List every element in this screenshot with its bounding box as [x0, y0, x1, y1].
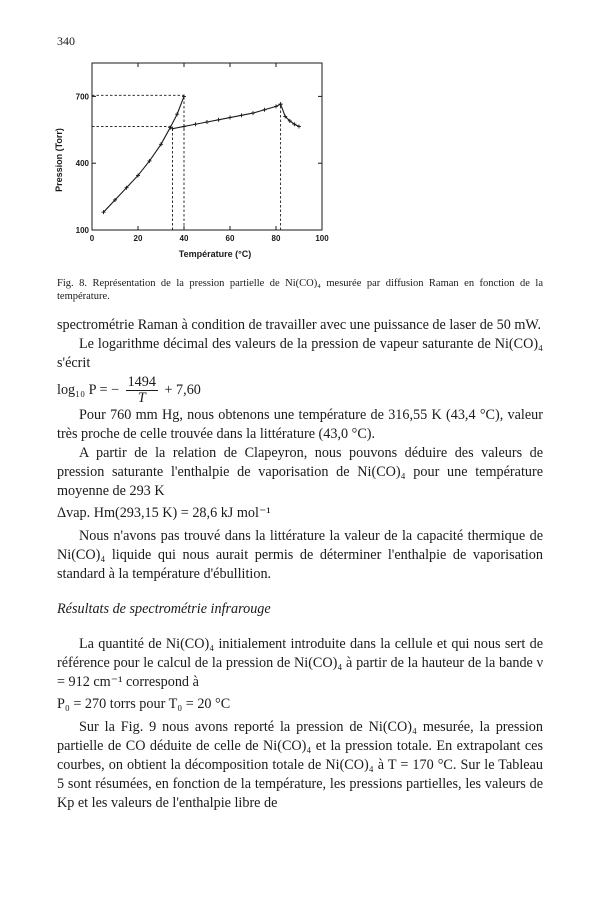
series-line-1: [104, 96, 185, 212]
figure-caption: Fig. 8. Représentation de la pression partielle de Ni(CO)₄ mesurée par diffusion Raman en fonction de la température.: [57, 278, 543, 302]
paragraph-6: La quantité de Ni(CO)₄ initialement introduite dans la cellule et qui nous sert de référence pour le calcul de la pression de Ni(CO)₄ à partir de la hauteur de la bande ν = 912 cm⁻¹ correspond à: [57, 636, 543, 690]
equation-fraction: [126, 375, 158, 406]
data-point: [251, 111, 255, 115]
section-heading: Résultats de spectrométrie infrarouge: [57, 601, 271, 617]
x-tick-label: 40: [179, 234, 189, 243]
equation-reference: P₀ = 270 torrs pour T₀ = 20 °C: [57, 696, 231, 712]
data-point: [182, 124, 186, 128]
paragraph-7: Sur la Fig. 9 nous avons reporté la pression de Ni(CO)₄ mesurée, la pression partielle de CO déduite de celle de Ni(CO)₄ et la pression totale. En extrapolant ces courbes, on obtient la décomposition totale de Ni(CO)₄ à T = 170 °C. Sur le Tableau 5 sont résumées, en fonction de la température, les pressions partielles, les valeurs de Kp et les valeurs de l'enthalpie libre de: [57, 719, 543, 811]
data-point: [175, 112, 179, 116]
equation-numerator: 1494: [127, 374, 156, 390]
data-point: [217, 118, 221, 122]
series-line-3: [281, 104, 299, 126]
page-number: 340: [57, 34, 75, 48]
x-tick-label: 80: [271, 234, 281, 243]
data-point: [297, 124, 301, 128]
y-tick-label: 400: [75, 159, 89, 169]
equation-enthalpy: Δvap. Hm(293,15 K) = 28,6 kJ mol⁻¹: [57, 505, 271, 521]
x-tick-label: 60: [225, 234, 235, 243]
body-text: [57, 316, 543, 813]
chart-series: [102, 94, 302, 214]
chart-guides: [92, 95, 281, 230]
paragraph-3: Pour 760 mm Hg, nous obtenons une température de 316,55 K (43,4 °C), valeur très proche de celle trouvée dans la littérature (43,0 °C).: [57, 407, 543, 442]
plot-frame: [92, 63, 322, 230]
chart-axes: [92, 63, 322, 230]
paragraph-1: spectrométrie Raman à condition de travailler avec une puissance de laser de 50 mW.: [57, 317, 542, 333]
data-point: [228, 116, 232, 120]
x-tick-label: 0: [89, 234, 95, 243]
y-axis-label: Pression (Torr): [54, 128, 64, 192]
x-axis-label: Température (°C): [178, 249, 252, 259]
data-point: [194, 122, 198, 126]
equation-rhs: + 7,60: [164, 381, 201, 398]
x-tick-label: 20: [133, 234, 143, 243]
data-point: [205, 120, 209, 124]
data-point: [274, 104, 278, 108]
paragraph-5: Nous n'avons pas trouvé dans la littérature la valeur de la capacité thermique de Ni(CO)₄ liquide qui nous aurait permis de déterminer l'enthalpie de vaporisation standard à la température d'ébullition.: [57, 528, 543, 582]
data-point: [263, 108, 267, 112]
y-tick-label: 700: [75, 92, 89, 102]
y-tick-label: 100: [75, 226, 89, 235]
equation-log-pressure: [57, 375, 543, 406]
x-tick-label: 100: [315, 234, 329, 243]
paragraph-2: Le logarithme décimal des valeurs de la pression de vapeur saturante de Ni(CO)₄ s'écrit: [57, 336, 543, 371]
paragraph-4: A partir de la relation de Clapeyron, nous pouvons déduire des valeurs de pression saturante l'enthalpie de vaporisation de Ni(CO)₄ pour une température moyenne de 293 K: [57, 445, 543, 499]
equation-lhs: log₁₀ P = −: [57, 381, 120, 398]
data-point: [279, 102, 283, 106]
equation-denominator: T: [137, 390, 146, 406]
data-point: [240, 113, 244, 117]
chart-ticks: [76, 63, 330, 243]
pressure-temperature-chart: [50, 55, 350, 265]
